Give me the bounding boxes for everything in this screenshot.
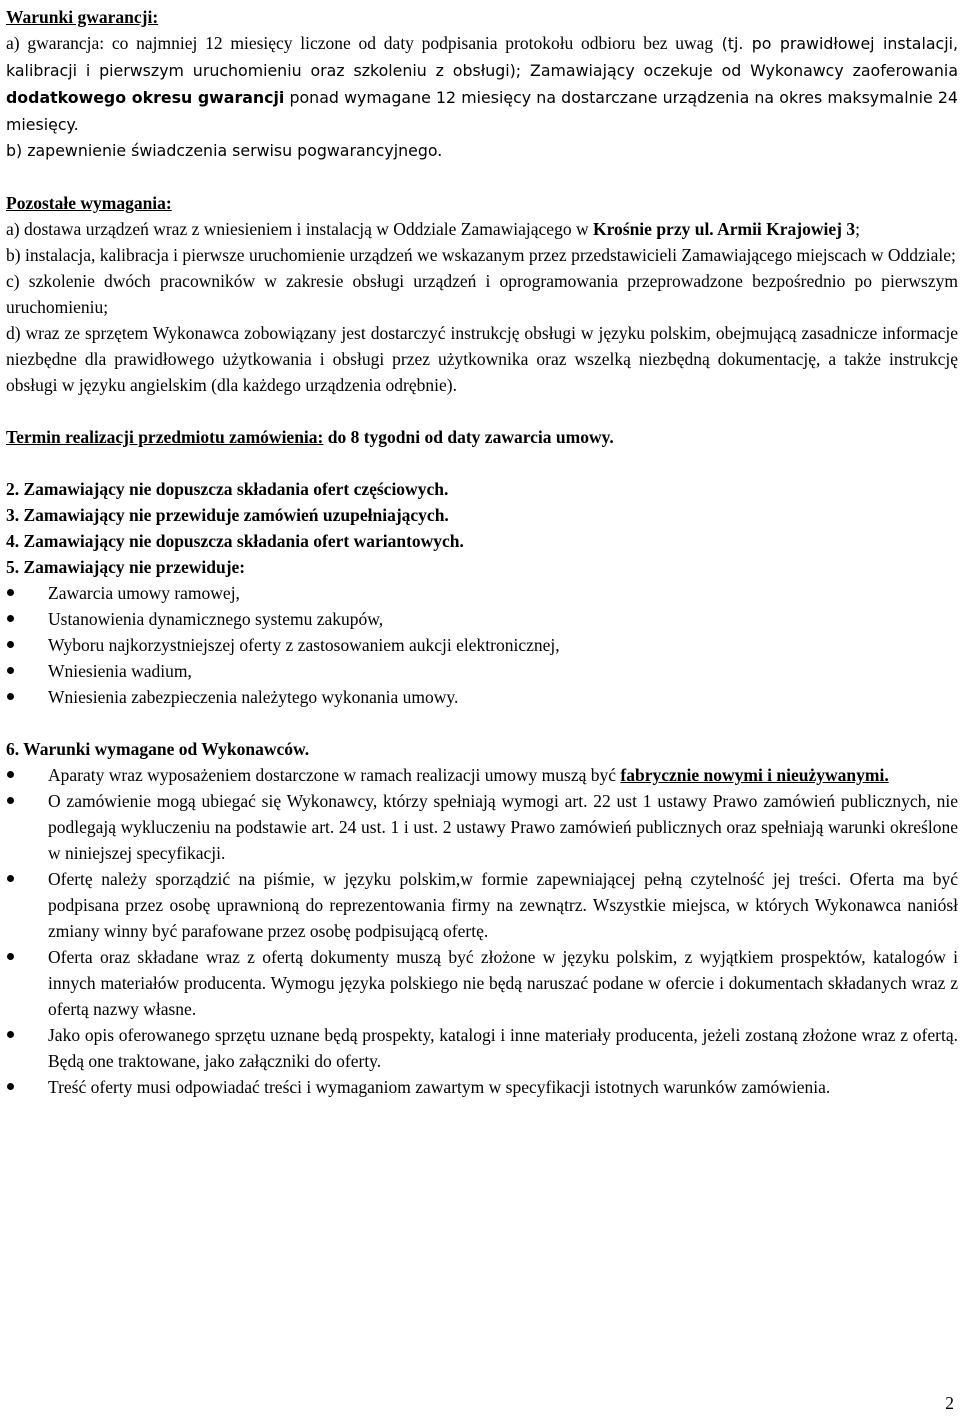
- bullet-icon: [7, 615, 14, 622]
- list-item: Wniesienia zabezpieczenia należytego wykonania umowy.: [6, 684, 958, 710]
- list-item: O zamówienie mogą ubiegać się Wykonawcy, którzy spełniają wymogi art. 22 ust 1 ustawy Prawo zamówień publicznych, nie podlegają wykluczeniu na podstawie art. 24 ust. 1 i ust. 2 ustawy Prawo zamówień publicznych oraz spełniają warunki określone w niniejszej specyfikacji.: [6, 788, 958, 866]
- list-item: Treść oferty musi odpowiadać treści i wymaganiom zawartym w specyfikacji istotnych warunków zamówienia.: [6, 1074, 958, 1100]
- other-item-b: b) instalacja, kalibracja i pierwsze uruchomienie urządzeń we wskazanym przez przedstawicieli Zamawiającego miejscach w Oddziale;: [6, 245, 956, 265]
- list-item: Ustanowienia dynamicznego systemu zakupów,: [6, 606, 958, 632]
- warranty-item-b: b) zapewnienie świadczenia serwisu pogwarancyjnego.: [6, 141, 443, 160]
- other-item-a: a) dostawa urządzeń wraz z wniesieniem i instalacją w Oddziale Zamawiającego w Krośnie przy ul. Armii Krajowiej 3;: [6, 219, 860, 239]
- list-item: Wyboru najkorzystniejszej oferty z zastosowaniem aukcji elektronicznej,: [6, 632, 958, 658]
- bullet-icon: [7, 797, 14, 804]
- other-item-c: c) szkolenie dwóch pracowników w zakresie obsługi urządzeń i oprogramowania przeprowadzone bezpośrednio po pierwszym uruchomieniu;: [6, 271, 958, 317]
- deadline: [6, 424, 958, 450]
- list-item: Aparaty wraz wyposażeniem dostarczone w ramach realizacji umowy muszą być fabrycznie nowymi i nieużywanymi.: [6, 762, 958, 788]
- list-item: Zawarcia umowy ramowej,: [6, 580, 958, 606]
- warranty-item-a: a) gwarancja: co najmniej 12 miesięcy liczone od daty podpisania protokołu odbioru bez uwag (tj. po prawidłowej instalacji, kalibracji i pierwszym uruchomieniu oraz szkoleniu z obsługi); Zamawiający oczekuje od Wykonawcy zaoferowania dodatkowego okresu gwarancji ponad wymagane 12 miesięcy na dostarczane urządzenia na okres maksymalnie 24 miesięcy.: [6, 33, 958, 134]
- deadline-value: do 8 tygodni od daty zawarcia umowy.: [323, 427, 614, 447]
- list-item: Wniesienia wadium,: [6, 658, 958, 684]
- point-4: 4. Zamawiający nie dopuszcza składania ofert wariantowych.: [6, 531, 464, 551]
- bullet-icon: [7, 693, 14, 700]
- other-requirements-heading: Pozostałe wymagania:: [6, 193, 172, 213]
- list-item: Oferta oraz składane wraz z ofertą dokumenty muszą być złożone w języku polskim, z wyjątkiem prospektów, katalogów i innych materiałów producenta. Wymogu języka polskiego nie będą naruszać podane w ofercie i dokumentach składanych wraz z ofertą nazwy własne.: [6, 944, 958, 1022]
- bullet-icon: [7, 1083, 14, 1090]
- other-item-d: d) wraz ze sprzętem Wykonawca zobowiązany jest dostarczyć instrukcję obsługi w języku polskim, obejmującą zasadnicze informacje niezbędne dla prawidłowego użytkowania i obsługi przez użytkownika oraz wszelką niezbędną dokumentację, a także instrukcję obsługi w języku angielskim (dla każdego urządzenia odrębnie).: [6, 323, 958, 395]
- point-6: 6. Warunki wymagane od Wykonawców.: [6, 739, 310, 759]
- warranty-heading: Warunki gwarancji:: [6, 7, 159, 27]
- point-3: 3. Zamawiający nie przewiduje zamówień uzupełniających.: [6, 505, 449, 525]
- point-2: 2. Zamawiający nie dopuszcza składania ofert częściowych.: [6, 479, 449, 499]
- point-6-list: [6, 762, 958, 1100]
- bullet-icon: [7, 875, 14, 882]
- bullet-icon: [7, 641, 14, 648]
- bullet-icon: [7, 771, 14, 778]
- page-number: 2: [945, 1393, 954, 1413]
- point-5-list: [6, 580, 958, 710]
- bullet-icon: [7, 667, 14, 674]
- bullet-icon: [7, 953, 14, 960]
- point-5: 5. Zamawiający nie przewiduje:: [6, 557, 246, 577]
- bullet-icon: [7, 589, 14, 596]
- bullet-icon: [7, 1031, 14, 1038]
- list-item: Jako opis oferowanego sprzętu uznane będą prospekty, katalogi i inne materiały producenta, jeżeli zostaną złożone wraz z ofertą. Będą one traktowane, jako załączniki do oferty.: [6, 1022, 958, 1074]
- document-page: [6, 4, 958, 1100]
- deadline-label: Termin realizacji przedmiotu zamówienia:: [6, 427, 324, 447]
- list-item: Ofertę należy sporządzić na piśmie, w języku polskim,w formie zapewniającej pełną czytelność jej treści. Oferta ma być podpisana przez osobę uprawnioną do reprezentowania firmy na zewnątrz. Wszystkie miejsca, w których Wykonawca naniósł zmiany winny być parafowane przez osobę podpisującą ofertę.: [6, 866, 958, 944]
